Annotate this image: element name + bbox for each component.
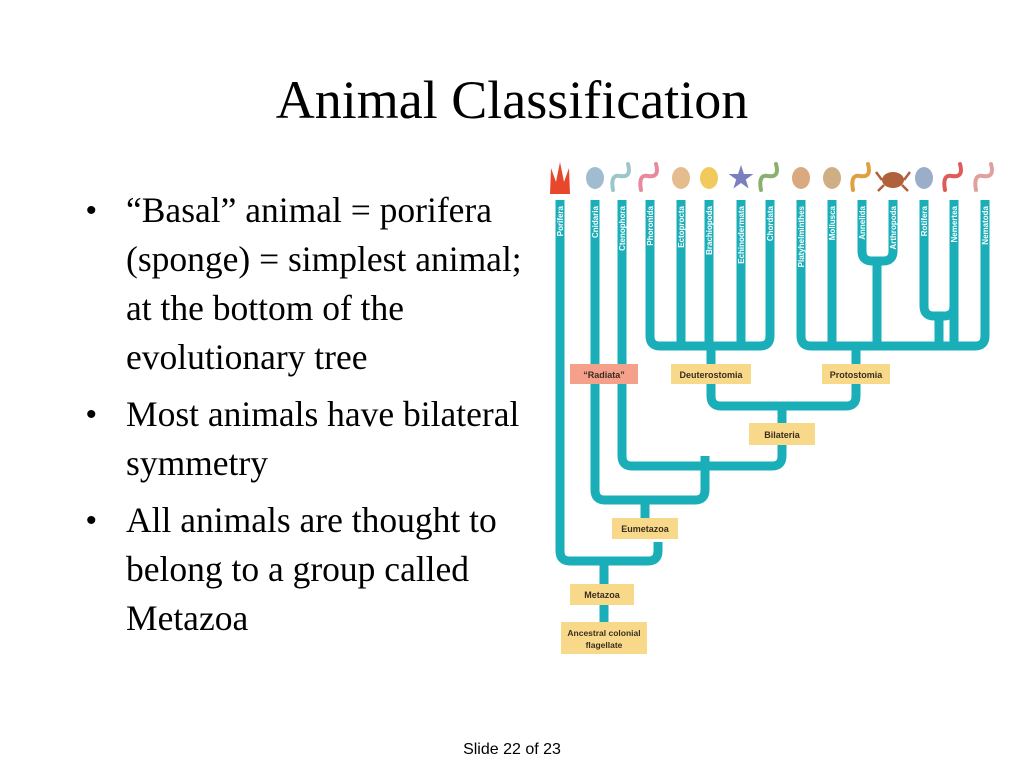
clade-label: Bilateria [764,430,800,440]
branch-segment [711,384,856,406]
ribbon-worm-icon [944,164,961,190]
phylum-label-arthropoda: Arthropoda [889,206,898,250]
phylum-label-mollusca: Mollusca [828,206,837,241]
clade-label: Eumetazoa [621,524,669,534]
bullet-dot: • [86,194,97,227]
slide-title: Animal Classification [275,70,749,130]
phylogenetic-tree [538,156,1008,661]
bullet-text: “Basal” animal = porifera (sponge) = simplest animal; at the bottom of the evolutionary tree [126,190,522,377]
phylum-label-phoronida: Phoronida [646,206,655,246]
clade-label: Deuterostomia [679,370,743,380]
clade-label: Ancestral colonial [567,628,641,638]
phylum-label-annelida: Annelida [858,206,867,240]
clade-bilateria [749,423,815,445]
tree-branches [560,200,985,626]
phylum-label-ectoprocta: Ectoprocta [677,206,686,248]
brachiopod-icon [700,167,718,189]
bullet-list [82,186,532,651]
bryozoan-icon [672,167,690,189]
clade-radiata [570,364,638,384]
phoronid-icon [640,164,657,190]
phylum-label-brachiopoda: Brachiopoda [705,206,714,255]
clade-protostomia [822,364,890,384]
slide-number: Slide 22 of 23 [463,741,561,758]
bullet-text: All animals are thought to belong to a group called Metazoa [126,500,497,638]
clade-label: Protostomia [829,370,883,380]
bullet-text: Most animals have bilateral symmetry [126,394,520,483]
organism-icons [550,162,992,194]
phylum-label-porifera: Porifera [556,206,565,237]
bullet-dot: • [86,504,97,537]
bullet-dot: • [86,398,97,431]
bullet-item [82,496,532,643]
clade-label: Metazoa [584,590,620,600]
rotifer-icon [915,167,933,189]
phylum-label-nemertea: Nemertea [950,206,959,243]
phylum-label-cnidaria: Cnidaria [591,206,600,239]
roundworm-icon [975,164,992,190]
flatworm-icon [792,167,810,189]
clade-metazoa [570,584,634,605]
phylum-label-rotifera: Rotifera [920,206,929,237]
clade-eumetazoa [612,518,678,539]
comb-jelly-icon [612,164,629,190]
earthworm-icon [852,164,869,190]
crab-icon [876,172,910,191]
clade-label: “Radiata” [583,370,625,380]
clade-label: flagellate [585,640,623,650]
phylum-label-echinodermata: Echinodermata [737,206,746,264]
snail-icon [823,167,841,189]
clade-deuterostomia [671,364,751,384]
phylum-label-platyhelminthes: Platyhelminthes [797,206,806,268]
jellyfish-icon [586,167,604,189]
phylum-label-nematoda: Nematoda [981,206,990,245]
starfish-icon [729,165,754,189]
lancelet-icon [760,164,777,190]
phylum-label-chordata: Chordata [766,206,775,242]
bullet-item [82,390,532,488]
clade-ancestral-colonial-flagellate [561,622,647,654]
sponge-icon [550,162,570,194]
bullet-item [82,186,532,382]
phylum-label-ctenophora: Ctenophora [618,206,627,251]
